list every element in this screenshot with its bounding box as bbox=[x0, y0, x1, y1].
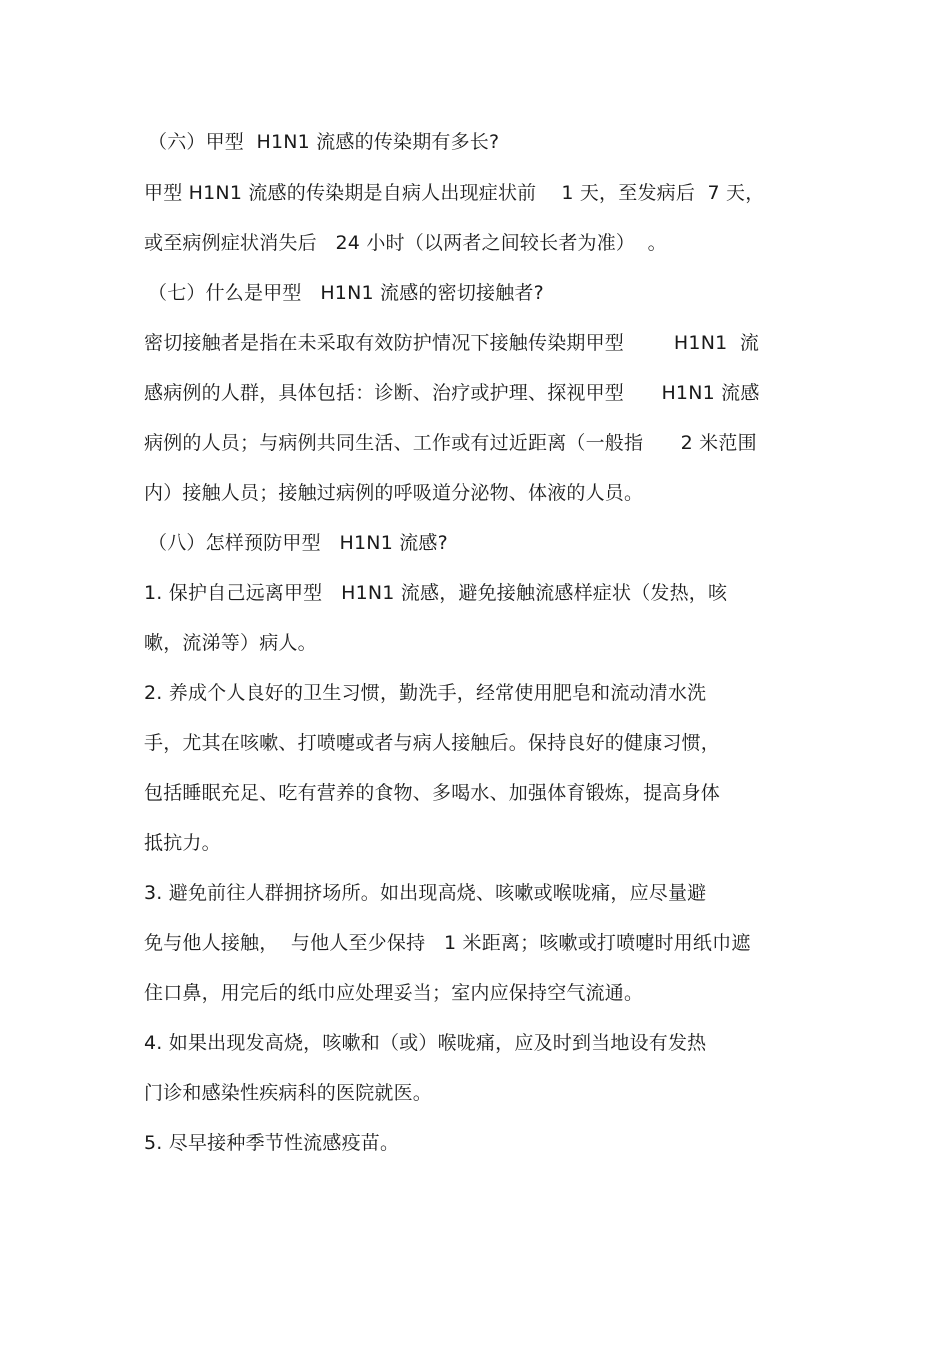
paragraph-line: 感病例的人群，具体包括：诊断、治疗或护理、探视甲型 H1N1 流感 bbox=[144, 382, 760, 404]
paragraph-line: 甲型 H1N1 流感的传染期是自病人出现症状前 1 天，至发病后 7 天， bbox=[144, 182, 765, 204]
paragraph-line: 病例的人员；与病例共同生活、工作或有过近距离（一般指 2 米范围 bbox=[144, 432, 757, 454]
paragraph-line: 内）接触人员；接触过病例的呼吸道分泌物、体液的人员。 bbox=[144, 482, 644, 504]
list-item-line: 包括睡眠充足、吃有营养的食物、多喝水、加强体育锻炼，提高身体 bbox=[144, 782, 721, 804]
list-item-line: 4. 如果出现发高烧，咳嗽和（或）喉咙痛，应及时到当地设有发热 bbox=[144, 1032, 707, 1054]
list-item-line: 2. 养成个人良好的卫生习惯，勤洗手，经常使用肥皂和流动清水洗 bbox=[144, 682, 707, 704]
section-heading-6: （六）甲型 H1N1 流感的传染期有多长? bbox=[148, 131, 500, 153]
list-item-line: 住口鼻，用完后的纸巾应处理妥当；室内应保持空气流通。 bbox=[144, 982, 644, 1004]
list-item-line: 1. 保护自己远离甲型 H1N1 流感，避免接触流感样症状（发热，咳 bbox=[144, 582, 728, 604]
paragraph-line: 或至病例症状消失后 24 小时（以两者之间较长者为准） 。 bbox=[144, 232, 667, 254]
section-heading-8: （八）怎样预防甲型 H1N1 流感? bbox=[148, 532, 448, 554]
list-item-line: 门诊和感染性疾病科的医院就医。 bbox=[144, 1082, 433, 1104]
list-item-line: 3. 避免前往人群拥挤场所。如出现高烧、咳嗽或喉咙痛，应尽量避 bbox=[144, 882, 707, 904]
list-item-line: 5. 尽早接种季节性流感疫苗。 bbox=[144, 1132, 400, 1154]
paragraph-line: 密切接触者是指在未采取有效防护情况下接触传染期甲型 H1N1 流 bbox=[144, 332, 760, 354]
list-item-line: 嗽，流涕等）病人。 bbox=[144, 632, 317, 654]
section-heading-7: （七）什么是甲型 H1N1 流感的密切接触者? bbox=[148, 282, 544, 304]
list-item-line: 免与他人接触， 与他人至少保持 1 米距离；咳嗽或打喷嚏时用纸巾遮 bbox=[144, 932, 751, 954]
list-item-line: 手，尤其在咳嗽、打喷嚏或者与病人接触后。保持良好的健康习惯， bbox=[144, 732, 721, 754]
list-item-line: 抵抗力。 bbox=[144, 832, 221, 854]
